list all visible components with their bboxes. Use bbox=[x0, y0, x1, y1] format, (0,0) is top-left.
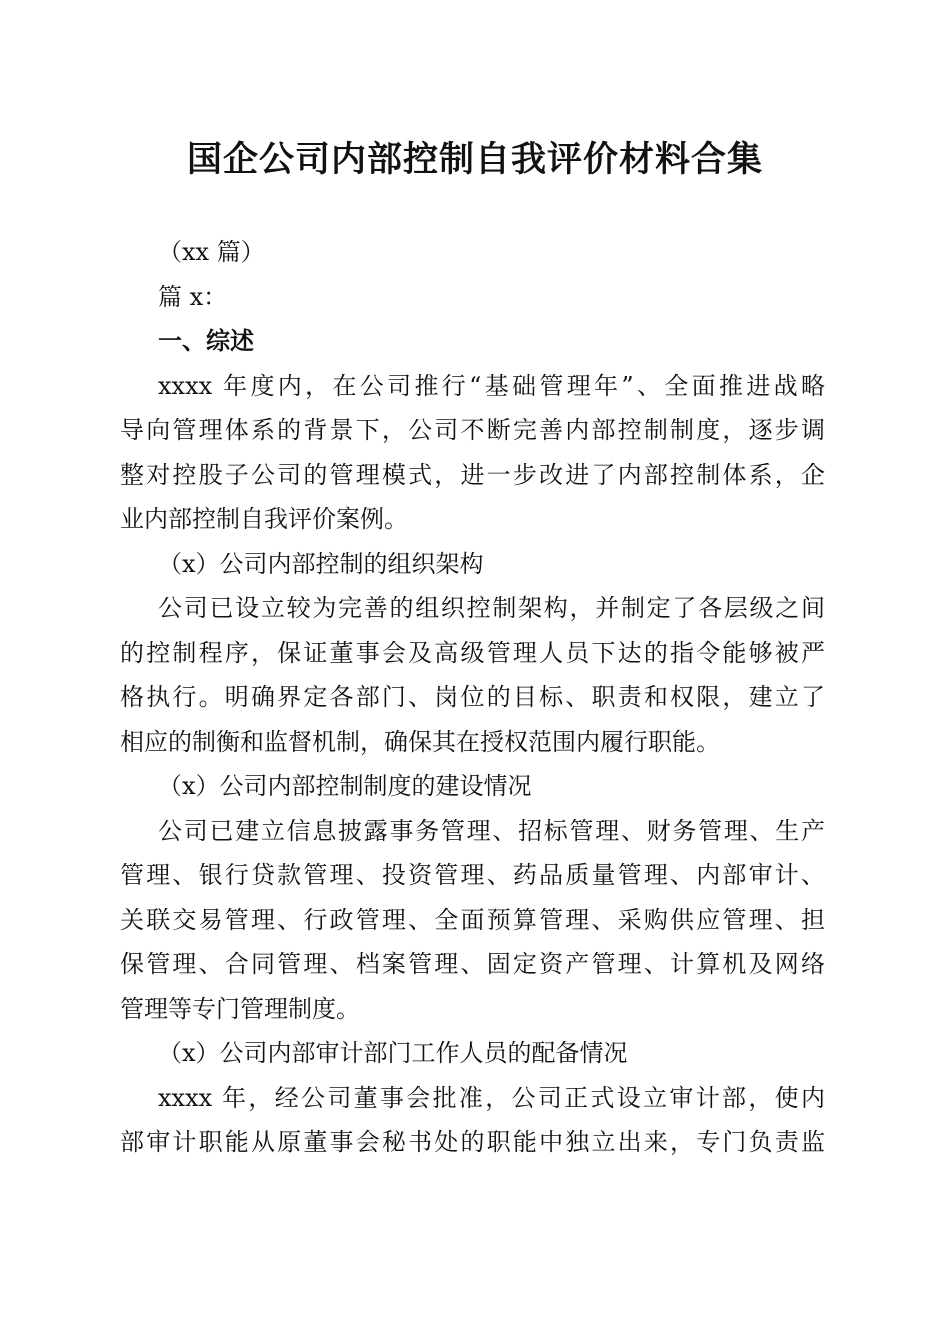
paragraph-line: 相应的制衡和监督机制，确保其在授权范围内履行职能。 bbox=[120, 727, 720, 756]
paragraph-line: 的控制程序，保证董事会及高级管理人员下达的指令能够被严 bbox=[120, 638, 825, 667]
paragraph-line: 公司已设立较为完善的组织控制架构，并制定了各层级之间 bbox=[158, 594, 825, 622]
paragraph-line: 导向管理体系的背景下，公司不断完善内部控制制度，逐步调 bbox=[120, 416, 825, 444]
paragraph-line: 公司已建立信息披露事务管理、招标管理、财务管理、生产 bbox=[158, 816, 825, 845]
paragraph-line: 管理、银行贷款管理、投资管理、药品质量管理、内部审计、 bbox=[120, 861, 825, 889]
paragraph-line: （x）公司内部审计部门工作人员的配备情况 bbox=[158, 1039, 628, 1067]
paragraph-line: 管理等专门管理制度。 bbox=[120, 994, 360, 1023]
paragraph-line: 整对控股子公司的管理模式，进一步改进了内部控制体系，企 bbox=[120, 460, 825, 489]
paragraph-line: （xx 篇） bbox=[158, 238, 265, 266]
paragraph-line: 部审计职能从原董事会秘书处的职能中独立出来，专门负责监 bbox=[120, 1128, 825, 1156]
section-heading: 一、综述 bbox=[158, 327, 254, 355]
document-title: 国企公司内部控制自我评价材料合集 bbox=[186, 139, 763, 180]
document-body bbox=[120, 230, 825, 1165]
paragraph-line: xxxx 年度内，在公司推行“基础管理年”、全面推进战略 bbox=[158, 371, 825, 400]
paragraph-line: xxxx 年，经公司董事会批准，公司正式设立审计部，使内 bbox=[158, 1083, 825, 1112]
paragraph-line: 关联交易管理、行政管理、全面预算管理、采购供应管理、担 bbox=[120, 905, 825, 934]
paragraph-line: 业内部控制自我评价案例。 bbox=[120, 505, 408, 533]
paragraph-line: （x）公司内部控制的组织架构 bbox=[158, 549, 484, 578]
paragraph-line: 格执行。明确界定各部门、岗位的目标、职责和权限，建立了 bbox=[120, 683, 825, 711]
paragraph-line: 篇 x： bbox=[158, 282, 228, 311]
paragraph-line: 保管理、合同管理、档案管理、固定资产管理、计算机及网络 bbox=[120, 950, 825, 978]
paragraph-line: （x）公司内部控制制度的建设情况 bbox=[158, 772, 532, 800]
